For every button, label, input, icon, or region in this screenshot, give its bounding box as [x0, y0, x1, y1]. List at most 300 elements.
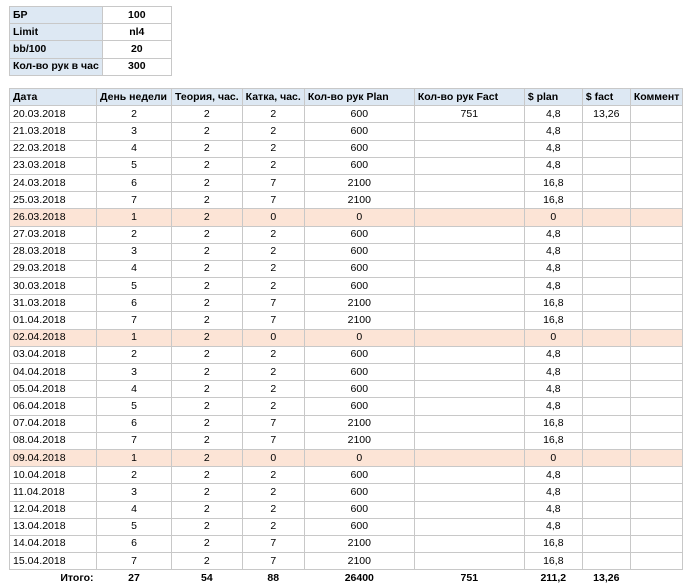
- date-cell[interactable]: 09.04.2018: [10, 449, 97, 466]
- table-row: [10, 329, 683, 346]
- table-row: [10, 106, 683, 123]
- table-cell[interactable]: [630, 260, 683, 277]
- table-cell[interactable]: 6: [97, 535, 172, 552]
- column-header[interactable]: $ plan: [524, 89, 582, 106]
- table-cell[interactable]: [630, 312, 683, 329]
- table-cell[interactable]: 5: [97, 398, 172, 415]
- table-cell[interactable]: 600: [304, 226, 414, 243]
- table-cell[interactable]: 2: [172, 467, 243, 484]
- table-cell[interactable]: 4,8: [524, 484, 582, 501]
- table-cell[interactable]: 2: [172, 278, 243, 295]
- table-cell[interactable]: 2: [97, 226, 172, 243]
- date-cell[interactable]: 22.03.2018: [10, 140, 97, 157]
- table-cell[interactable]: 6: [97, 295, 172, 312]
- table-row: [10, 449, 683, 466]
- table-cell[interactable]: 2: [172, 381, 243, 398]
- table-cell[interactable]: 7: [242, 295, 304, 312]
- table-cell[interactable]: 0: [524, 209, 582, 226]
- table-cell[interactable]: 2: [242, 364, 304, 381]
- table-cell[interactable]: 7: [97, 553, 172, 570]
- table-cell[interactable]: [630, 432, 683, 449]
- column-header[interactable]: День недели: [97, 89, 172, 106]
- table-row: [10, 243, 683, 260]
- table-cell[interactable]: 4,8: [524, 106, 582, 123]
- date-cell[interactable]: 13.04.2018: [10, 518, 97, 535]
- table-cell[interactable]: [630, 415, 683, 432]
- table-cell[interactable]: 2: [242, 157, 304, 174]
- table-cell[interactable]: [414, 553, 524, 570]
- table-cell[interactable]: 16,8: [524, 432, 582, 449]
- param-value[interactable]: 20: [102, 41, 171, 58]
- table-cell[interactable]: 16,8: [524, 174, 582, 191]
- table-cell[interactable]: [582, 295, 630, 312]
- totals-cell[interactable]: 26400: [344, 571, 374, 584]
- table-cell[interactable]: 600: [304, 123, 414, 140]
- table-cell[interactable]: [630, 226, 683, 243]
- date-cell[interactable]: 29.03.2018: [10, 260, 97, 277]
- table-cell[interactable]: 7: [97, 312, 172, 329]
- table-row: [10, 381, 683, 398]
- table-cell[interactable]: [630, 501, 683, 518]
- table-cell[interactable]: 2: [172, 209, 243, 226]
- table-row: [10, 226, 683, 243]
- date-cell[interactable]: 05.04.2018: [10, 381, 97, 398]
- table-cell[interactable]: 2: [242, 501, 304, 518]
- table-cell[interactable]: 7: [242, 535, 304, 552]
- table-cell[interactable]: 4: [97, 501, 172, 518]
- date-cell[interactable]: 31.03.2018: [10, 295, 97, 312]
- date-cell[interactable]: 14.04.2018: [10, 535, 97, 552]
- date-cell[interactable]: 27.03.2018: [10, 226, 97, 243]
- table-cell[interactable]: 16,8: [524, 192, 582, 209]
- table-cell[interactable]: 7: [242, 312, 304, 329]
- table-row: [10, 518, 683, 535]
- table-cell[interactable]: 2: [172, 226, 243, 243]
- table-cell[interactable]: [630, 329, 683, 346]
- table-cell[interactable]: [582, 346, 630, 363]
- table-cell[interactable]: 2: [172, 484, 243, 501]
- table-cell[interactable]: [414, 260, 524, 277]
- totals-row: [10, 570, 683, 586]
- table-row: [10, 501, 683, 518]
- table-cell[interactable]: 2: [172, 535, 243, 552]
- param-label: bb/100: [10, 41, 103, 58]
- parameters-table: [9, 6, 172, 76]
- date-cell[interactable]: 08.04.2018: [10, 432, 97, 449]
- table-cell[interactable]: [630, 518, 683, 535]
- table-row: [10, 174, 683, 191]
- table-cell[interactable]: [414, 226, 524, 243]
- date-cell[interactable]: 26.03.2018: [10, 209, 97, 226]
- table-cell[interactable]: 3: [97, 484, 172, 501]
- table-cell[interactable]: 4: [97, 140, 172, 157]
- table-cell[interactable]: 4,8: [524, 381, 582, 398]
- table-cell[interactable]: 2: [172, 260, 243, 277]
- table-cell[interactable]: 600: [304, 106, 414, 123]
- table-row: [10, 535, 683, 552]
- table-cell[interactable]: 2: [172, 174, 243, 191]
- param-row: [10, 7, 172, 24]
- table-cell[interactable]: 7: [242, 415, 304, 432]
- table-cell[interactable]: 4: [97, 260, 172, 277]
- table-cell[interactable]: 2: [172, 140, 243, 157]
- table-cell[interactable]: [414, 518, 524, 535]
- table-cell[interactable]: 7: [242, 553, 304, 570]
- table-cell[interactable]: 4,8: [524, 278, 582, 295]
- table-cell[interactable]: 2100: [304, 432, 414, 449]
- table-row: [10, 123, 683, 140]
- table-cell[interactable]: [582, 209, 630, 226]
- table-cell[interactable]: [414, 432, 524, 449]
- table-cell[interactable]: 16,8: [524, 295, 582, 312]
- table-cell[interactable]: 2: [172, 364, 243, 381]
- table-cell[interactable]: 7: [242, 432, 304, 449]
- table-cell[interactable]: [630, 106, 683, 123]
- table-cell[interactable]: [582, 312, 630, 329]
- table-cell[interactable]: [630, 140, 683, 157]
- param-row: [10, 24, 172, 41]
- totals-cell[interactable]: 211,2: [540, 571, 567, 584]
- table-cell[interactable]: [630, 174, 683, 191]
- totals-label: Итого:: [60, 571, 94, 584]
- table-cell[interactable]: [414, 467, 524, 484]
- table-cell[interactable]: [414, 192, 524, 209]
- table-cell[interactable]: 2: [172, 432, 243, 449]
- table-cell[interactable]: 2: [172, 398, 243, 415]
- date-cell[interactable]: 24.03.2018: [10, 174, 97, 191]
- table-cell[interactable]: [582, 174, 630, 191]
- column-header[interactable]: Кол-во рук Plan: [304, 89, 414, 106]
- table-cell[interactable]: 3: [97, 123, 172, 140]
- table-cell[interactable]: 2: [172, 415, 243, 432]
- param-value[interactable]: 300: [102, 58, 171, 75]
- table-cell[interactable]: 4,8: [524, 140, 582, 157]
- table-cell[interactable]: 2: [172, 449, 243, 466]
- totals-cell[interactable]: 54: [200, 571, 213, 584]
- table-cell[interactable]: 600: [304, 381, 414, 398]
- table-cell[interactable]: 6: [97, 174, 172, 191]
- table-cell[interactable]: 600: [304, 484, 414, 501]
- table-cell[interactable]: [630, 123, 683, 140]
- table-cell[interactable]: 2: [242, 140, 304, 157]
- table-cell[interactable]: 600: [304, 346, 414, 363]
- date-cell[interactable]: 15.04.2018: [10, 553, 97, 570]
- table-cell[interactable]: [582, 329, 630, 346]
- table-cell[interactable]: 0: [524, 449, 582, 466]
- table-cell[interactable]: 600: [304, 260, 414, 277]
- table-cell[interactable]: 7: [97, 192, 172, 209]
- totals-cell[interactable]: 751: [460, 571, 479, 584]
- table-cell[interactable]: 600: [304, 501, 414, 518]
- table-cell[interactable]: 2: [172, 329, 243, 346]
- table-cell[interactable]: 0: [304, 449, 414, 466]
- table-cell[interactable]: [414, 535, 524, 552]
- table-cell[interactable]: 2: [242, 381, 304, 398]
- date-cell[interactable]: 02.04.2018: [10, 329, 97, 346]
- table-cell[interactable]: 2100: [304, 312, 414, 329]
- table-cell[interactable]: 0: [304, 329, 414, 346]
- table-cell[interactable]: 1: [97, 209, 172, 226]
- table-cell[interactable]: [582, 415, 630, 432]
- table-cell[interactable]: [630, 278, 683, 295]
- table-cell[interactable]: [414, 381, 524, 398]
- date-cell[interactable]: 04.04.2018: [10, 364, 97, 381]
- table-cell[interactable]: [414, 295, 524, 312]
- table-row: [10, 432, 683, 449]
- table-cell[interactable]: 4,8: [524, 501, 582, 518]
- table-cell[interactable]: 13,26: [582, 106, 630, 123]
- table-cell[interactable]: 4,8: [524, 243, 582, 260]
- table-row: [10, 364, 683, 381]
- table-cell[interactable]: 2: [97, 106, 172, 123]
- table-row: [10, 295, 683, 312]
- table-cell[interactable]: [582, 192, 630, 209]
- table-cell[interactable]: 2100: [304, 192, 414, 209]
- table-cell[interactable]: [630, 243, 683, 260]
- table-cell[interactable]: [630, 381, 683, 398]
- table-row: [10, 157, 683, 174]
- date-cell[interactable]: 21.03.2018: [10, 123, 97, 140]
- table-cell[interactable]: [630, 364, 683, 381]
- table-cell[interactable]: [414, 123, 524, 140]
- schedule-table: [9, 88, 683, 586]
- table-cell[interactable]: [414, 364, 524, 381]
- table-cell[interactable]: 4,8: [524, 398, 582, 415]
- table-row: [10, 209, 683, 226]
- table-cell[interactable]: 600: [304, 467, 414, 484]
- table-cell[interactable]: 6: [97, 415, 172, 432]
- table-cell[interactable]: 5: [97, 278, 172, 295]
- table-cell[interactable]: 4,8: [524, 123, 582, 140]
- table-cell[interactable]: [414, 346, 524, 363]
- date-cell[interactable]: 20.03.2018: [10, 106, 97, 123]
- table-cell[interactable]: [630, 346, 683, 363]
- table-cell[interactable]: 2: [172, 518, 243, 535]
- table-cell[interactable]: [630, 398, 683, 415]
- date-cell[interactable]: 03.04.2018: [10, 346, 97, 363]
- table-cell[interactable]: 2: [172, 312, 243, 329]
- table-cell[interactable]: 7: [97, 432, 172, 449]
- table-cell[interactable]: 2: [172, 157, 243, 174]
- table-cell[interactable]: [414, 278, 524, 295]
- column-header[interactable]: Теория, час.: [172, 89, 243, 106]
- table-cell[interactable]: [582, 535, 630, 552]
- table-row: [10, 312, 683, 329]
- table-cell[interactable]: [582, 518, 630, 535]
- table-cell[interactable]: 7: [242, 174, 304, 191]
- table-cell[interactable]: [582, 432, 630, 449]
- table-cell[interactable]: 2: [242, 278, 304, 295]
- table-cell[interactable]: [582, 398, 630, 415]
- table-cell[interactable]: 2: [242, 398, 304, 415]
- table-cell[interactable]: [630, 157, 683, 174]
- table-cell[interactable]: [414, 140, 524, 157]
- table-cell[interactable]: 4,8: [524, 346, 582, 363]
- param-value[interactable]: 100: [102, 7, 171, 24]
- totals-cell[interactable]: 13,26: [593, 571, 620, 584]
- table-cell[interactable]: [630, 209, 683, 226]
- date-cell[interactable]: 11.04.2018: [10, 484, 97, 501]
- table-cell[interactable]: [582, 381, 630, 398]
- table-cell[interactable]: [582, 157, 630, 174]
- table-cell[interactable]: 1: [97, 329, 172, 346]
- table-cell[interactable]: 600: [304, 278, 414, 295]
- table-cell[interactable]: [414, 174, 524, 191]
- column-header[interactable]: Кол-во рук Fact: [414, 89, 524, 106]
- table-row: [10, 467, 683, 484]
- table-cell[interactable]: [630, 535, 683, 552]
- table-cell[interactable]: 600: [304, 243, 414, 260]
- table-cell[interactable]: [414, 312, 524, 329]
- totals-cell[interactable]: 27: [128, 571, 140, 584]
- table-cell[interactable]: 0: [524, 329, 582, 346]
- table-cell[interactable]: [414, 243, 524, 260]
- date-cell[interactable]: 01.04.2018: [10, 312, 97, 329]
- table-cell[interactable]: 751: [414, 106, 524, 123]
- table-cell[interactable]: [414, 484, 524, 501]
- header-row: [10, 89, 683, 106]
- table-cell[interactable]: 600: [304, 157, 414, 174]
- table-cell[interactable]: 2: [172, 346, 243, 363]
- date-cell[interactable]: 23.03.2018: [10, 157, 97, 174]
- table-cell[interactable]: [630, 295, 683, 312]
- table-cell[interactable]: 4,8: [524, 364, 582, 381]
- table-cell[interactable]: [582, 449, 630, 466]
- table-row: [10, 484, 683, 501]
- totals-cell[interactable]: [630, 570, 683, 586]
- date-cell[interactable]: 25.03.2018: [10, 192, 97, 209]
- table-row: [10, 192, 683, 209]
- table-cell[interactable]: [630, 449, 683, 466]
- table-cell[interactable]: [630, 192, 683, 209]
- table-cell[interactable]: 2: [242, 243, 304, 260]
- table-cell[interactable]: 2100: [304, 553, 414, 570]
- param-value[interactable]: nl4: [102, 24, 171, 41]
- table-cell[interactable]: 0: [304, 209, 414, 226]
- table-cell[interactable]: 16,8: [524, 535, 582, 552]
- param-label: Кол-во рук в час: [10, 58, 103, 75]
- table-cell[interactable]: 2: [97, 346, 172, 363]
- table-cell[interactable]: 2: [242, 346, 304, 363]
- table-cell[interactable]: 4,8: [524, 226, 582, 243]
- table-cell[interactable]: 0: [242, 329, 304, 346]
- table-cell[interactable]: 2: [172, 295, 243, 312]
- table-cell[interactable]: 2: [242, 484, 304, 501]
- table-cell[interactable]: 4,8: [524, 260, 582, 277]
- table-cell[interactable]: 2100: [304, 295, 414, 312]
- date-cell[interactable]: 30.03.2018: [10, 278, 97, 295]
- table-cell[interactable]: [630, 467, 683, 484]
- table-cell[interactable]: [582, 260, 630, 277]
- table-cell[interactable]: 600: [304, 364, 414, 381]
- table-cell[interactable]: 3: [97, 364, 172, 381]
- table-cell[interactable]: 0: [242, 449, 304, 466]
- table-row: [10, 278, 683, 295]
- table-row: [10, 260, 683, 277]
- totals-cell[interactable]: 88: [267, 571, 280, 584]
- table-cell[interactable]: 2: [172, 192, 243, 209]
- table-cell[interactable]: [414, 157, 524, 174]
- table-cell[interactable]: 4,8: [524, 518, 582, 535]
- param-row: [10, 58, 172, 75]
- table-cell[interactable]: [582, 553, 630, 570]
- table-cell[interactable]: [582, 501, 630, 518]
- table-cell[interactable]: 3: [97, 243, 172, 260]
- table-cell[interactable]: 4,8: [524, 157, 582, 174]
- date-cell[interactable]: 06.04.2018: [10, 398, 97, 415]
- table-cell[interactable]: [582, 140, 630, 157]
- table-cell[interactable]: [414, 329, 524, 346]
- table-cell[interactable]: 7: [242, 192, 304, 209]
- table-cell[interactable]: 2: [97, 467, 172, 484]
- table-cell[interactable]: [582, 243, 630, 260]
- table-cell[interactable]: [582, 226, 630, 243]
- table-cell[interactable]: [630, 553, 683, 570]
- table-cell[interactable]: 0: [242, 209, 304, 226]
- date-cell[interactable]: 12.04.2018: [10, 501, 97, 518]
- table-cell[interactable]: [582, 484, 630, 501]
- table-cell[interactable]: 5: [97, 157, 172, 174]
- table-row: [10, 415, 683, 432]
- param-row: [10, 41, 172, 58]
- param-label: Limit: [10, 24, 103, 41]
- table-cell[interactable]: [582, 278, 630, 295]
- table-row: [10, 140, 683, 157]
- table-cell[interactable]: 2100: [304, 415, 414, 432]
- column-header[interactable]: Катка, час.: [242, 89, 304, 106]
- table-cell[interactable]: [414, 449, 524, 466]
- table-cell[interactable]: [414, 501, 524, 518]
- table-cell[interactable]: 16,8: [524, 312, 582, 329]
- table-cell[interactable]: [414, 398, 524, 415]
- date-cell[interactable]: 28.03.2018: [10, 243, 97, 260]
- table-cell[interactable]: [582, 467, 630, 484]
- table-cell[interactable]: [414, 209, 524, 226]
- table-cell[interactable]: [414, 415, 524, 432]
- table-cell[interactable]: [582, 123, 630, 140]
- table-cell[interactable]: 2: [172, 106, 243, 123]
- table-cell[interactable]: 2: [242, 467, 304, 484]
- table-cell[interactable]: 16,8: [524, 553, 582, 570]
- table-cell[interactable]: 2100: [304, 535, 414, 552]
- table-cell[interactable]: [582, 364, 630, 381]
- table-cell[interactable]: 600: [304, 398, 414, 415]
- date-cell[interactable]: 07.04.2018: [10, 415, 97, 432]
- column-header[interactable]: Дата: [10, 89, 97, 106]
- table-cell[interactable]: 4: [97, 381, 172, 398]
- table-cell[interactable]: 600: [304, 140, 414, 157]
- table-cell[interactable]: 2: [172, 553, 243, 570]
- table-cell[interactable]: 2: [172, 243, 243, 260]
- table-cell[interactable]: [630, 484, 683, 501]
- table-cell[interactable]: 2: [242, 123, 304, 140]
- table-cell[interactable]: 600: [304, 518, 414, 535]
- table-cell[interactable]: 1: [97, 449, 172, 466]
- table-cell[interactable]: 4,8: [524, 467, 582, 484]
- table-cell[interactable]: 2: [242, 260, 304, 277]
- table-cell[interactable]: 2: [242, 106, 304, 123]
- table-cell[interactable]: 5: [97, 518, 172, 535]
- table-cell[interactable]: 2: [242, 518, 304, 535]
- table-cell[interactable]: 2100: [304, 174, 414, 191]
- column-header[interactable]: $ fact: [582, 89, 630, 106]
- table-cell[interactable]: 2: [172, 501, 243, 518]
- date-cell[interactable]: 10.04.2018: [10, 467, 97, 484]
- table-cell[interactable]: 16,8: [524, 415, 582, 432]
- table-cell[interactable]: 2: [172, 123, 243, 140]
- column-header[interactable]: Коммент: [630, 89, 683, 106]
- table-cell[interactable]: 2: [242, 226, 304, 243]
